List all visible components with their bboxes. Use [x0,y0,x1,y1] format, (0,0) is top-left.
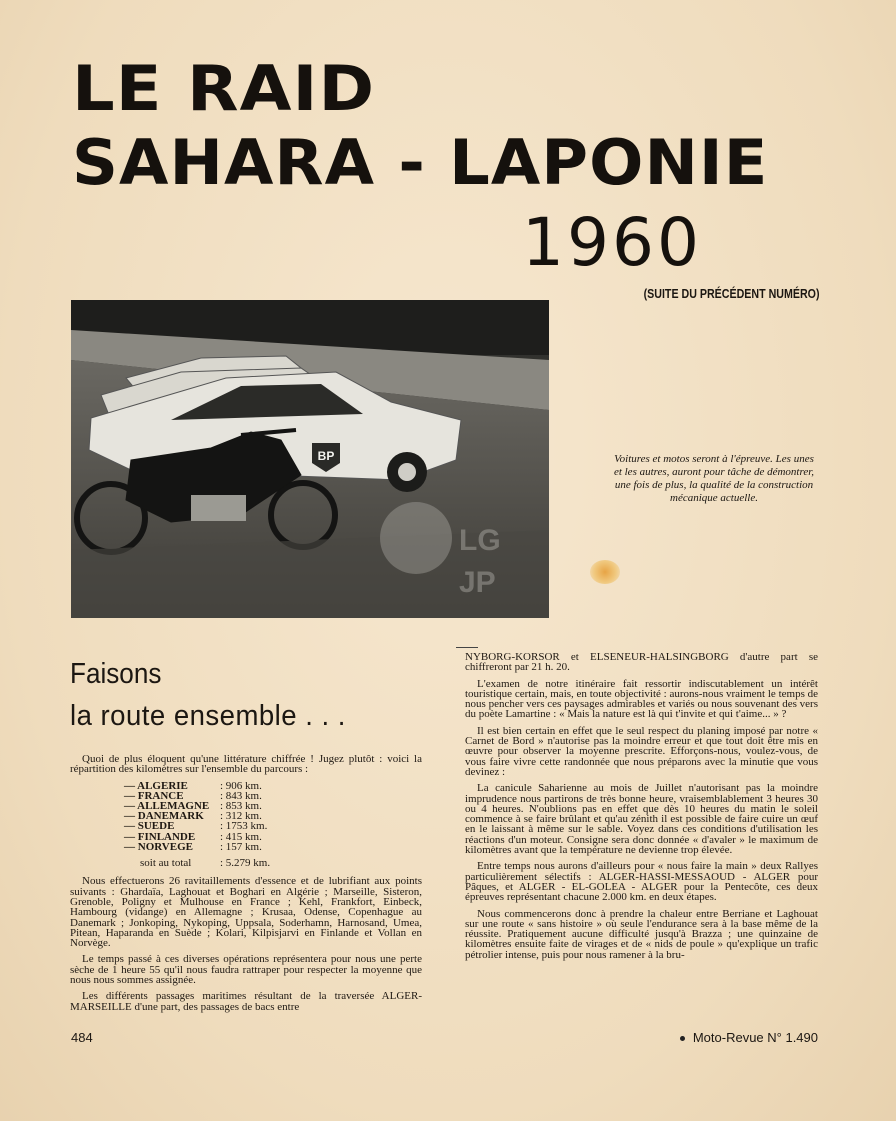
country: — NORVEGE [124,840,193,853]
title-line-2: SAHARA - LAPONIE [72,126,769,199]
paragraph: L'examen de notre itinéraire fait ressortir indiscutablement un intérêt touristique certain, mais, en toute objectivité : aurons-nous vraiment le temps de nous pencher vers ces paysages admirables et variés ou nous souvenant des vers du poète Lamartine : « Mais la nature est là qui t'invite et qui t'aime... » ? [465,677,818,721]
km: : 415 km. [220,830,262,843]
km: : 312 km. [220,810,262,823]
section-heading-line-2: la route ensemble . . . [70,700,346,732]
subtitle: (SUITE DU PRÉCÉDENT NUMÉRO) [644,286,820,301]
distance-total [140,858,422,868]
country: — ALLEMAGNE [124,800,210,812]
total-label: soit au total [140,857,192,870]
country: — SUEDE [124,820,175,833]
paper-stain [590,560,620,584]
paragraph: Il est bien certain en effet que le seul respect du planing imposé par notre « Carnet de Bord » n'autorise pas la moindre erreur et que tout doit être mis en œuvre pour observer la moyenne prescrite. Efforçons-nous, voulez-vous, de vous faire vivre cette randonnée que nous préparons avec la minutie que vous devinez : [465,724,818,778]
country: — FRANCE [124,789,184,802]
paragraph: La canicule Saharienne au mois de Juillet n'autorisant pas la moindre imprudence nous partirons de très bonne heure, vraisemblablement 3 heures 30 ou 4 heures. N'oublions pas en effet que dès 10 heures du matin le soleil commence à se faire brûlant et qu'au zénith il est possible de faire cuire un œuf en le laissant à même sur le sable. Voyez dans ces conditions d'utilisation les réactions d'un moteur. Consigne sera donc donnée « d'avaler » le maximum de kilomètres avant que la température ne devienne trop élevée. [465,782,818,857]
paragraph: NYBORG-KORSOR et ELSENEUR-HALSINGBORG d'autre part se chiffreront par 21 h. 20. [465,651,818,674]
km: : 1753 km. [220,820,268,833]
watermark-lg: LG [459,524,501,557]
country: — DANEMARK [124,810,204,823]
magazine-issue: Moto-Revue N° 1.490 [692,1030,818,1045]
km: : 157 km. [220,840,262,853]
km: : 906 km. [220,779,262,792]
bullet-icon [680,1036,685,1041]
photo-caption: Voitures et motos seront à l'épreuve. Les unes et les autres, auront pour tâche de démontrer, une fois de plus, la qualité de la construction mécanique actuelle. [613,453,815,504]
country: — ALGERIE [124,779,188,792]
page-number: 484 [71,1030,93,1045]
paragraph: Les différents passages maritimes résultant de la traversée ALGER-MARSEILLE d'une part, des passages de bacs entre [70,990,422,1013]
distance-table [124,781,294,852]
distance-row [124,842,294,852]
left-column [70,754,422,1018]
watermark-jp: JP [459,566,496,599]
article-photo [71,300,549,618]
intro-paragraph: Quoi de plus éloquent qu'une littérature chiffrée ! Jugez plutôt : voici la répartition des kilomètres sur l'ensemble du parcours : [70,753,422,776]
paragraph: Entre temps nous aurons d'ailleurs pour « nous faire la main » deux Rallyes particulièrement sélectifs : ALGER-HASSI-MESSAOUD - ALGER pour Pâques, et ALGER - EL-GOLEA - ALGER pour la Pentecôte, ces deux épreuves représentant chacune 2.000 km. en deux étapes. [465,860,818,904]
right-column [465,652,818,966]
country: — FINLANDE [124,830,196,843]
paragraph: Le temps passé à ces diverses opérations représentera pour nous une perte sèche de 1 heure 55 qu'il nous faudra rattraper pour respecter la moyenne que nous nous sommes assignée. [70,953,422,986]
section-heading-line-1: Faisons [70,658,162,690]
bp-badge: BP [317,449,335,463]
divider [456,647,478,648]
paragraph: Nous effectuerons 26 ravitaillements d'essence et de lubrifiant aux points suivants : Ghardaïa, Laghouat et Boghari en Algérie ; Marseille, Sisteron, Grenoble, Poligny et Mulhouse en France ; Kehl, Frankfort, Einbeck, Hambourg (vidange) en Allemagne ; Krusaa, Odense, Copenhague au Danemark ; Jonkoping, Nykoping, Uppsala, Soderhamn, Harnosand, Umea, Pitean, Haparanda en Suède ; Kolari, Kilpisjarvi en Finlande et Vollan en Norvège. [70,875,422,950]
title-year: 1960 [522,204,702,281]
km: : 843 km. [220,789,262,802]
paragraph: Nous commencerons donc à prendre la chaleur entre Berriane et Laghouat sur une route « sans histoire » où seule l'endurance sera à la base même de la réussite. Pratiquement aucune difficulté jusqu'à Brazza ; une quinzaine de kilomètres ensuite faite de virages et de « nids de poule » qu'explique un trafic pétrolier intense, puis pour nous ramener à la bru- [465,907,818,961]
title-line-1: LE RAID [72,52,376,125]
km: : 853 km. [220,800,262,812]
total-value: : 5.279 km. [220,857,271,870]
magazine-footer [680,1030,818,1045]
